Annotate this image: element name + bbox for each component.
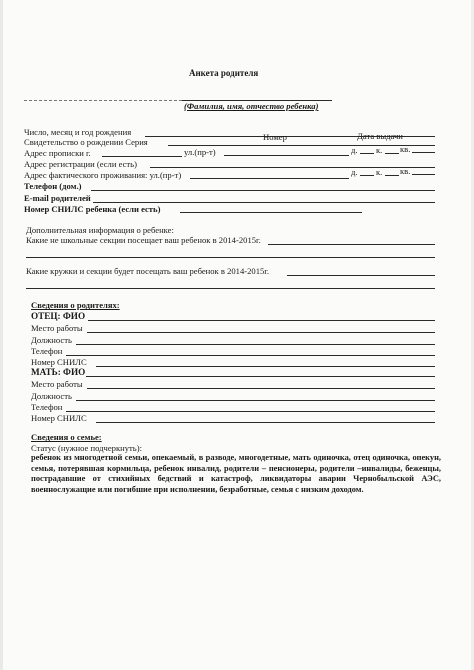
- father-position-field[interactable]: [76, 344, 435, 345]
- extra-answer-1b[interactable]: [26, 257, 435, 258]
- certificate-field[interactable]: [168, 145, 435, 146]
- city-field[interactable]: [102, 156, 182, 157]
- child-snils-field[interactable]: [180, 212, 362, 213]
- actual-address-label: Адрес фактического проживания: ул.(пр-т): [24, 170, 182, 180]
- mother-work-field[interactable]: [87, 388, 435, 389]
- mother-position-field[interactable]: [76, 400, 435, 401]
- registration-address-field[interactable]: [150, 167, 435, 168]
- mother-fio-label: МАТЬ: ФИО: [31, 367, 86, 377]
- child-fio-line[interactable]: [24, 100, 182, 101]
- actual-building-label: к.: [376, 167, 383, 177]
- status-intro: Статус (нужное подчеркнуть):: [31, 443, 142, 453]
- father-phone-label: Телефон: [31, 346, 63, 356]
- actual-flat-label: кв.: [400, 166, 411, 176]
- mother-phone-label: Телефон: [31, 402, 63, 412]
- extra-heading: Дополнительная информация о ребенке:: [26, 225, 174, 235]
- actual-house-label: д.: [351, 167, 358, 177]
- extra-answer-2b[interactable]: [26, 288, 435, 289]
- mother-fio-field[interactable]: [86, 376, 435, 377]
- scan-edge-left: [0, 0, 3, 670]
- father-snils-field[interactable]: [96, 366, 435, 367]
- house-label: д.: [351, 145, 358, 155]
- family-heading: Сведения о семье:: [31, 432, 102, 442]
- number-label: Номер: [263, 132, 287, 142]
- form-title: Анкета родителя: [189, 68, 259, 78]
- mother-snils-field[interactable]: [96, 422, 435, 423]
- home-phone-label: Телефон (дом.): [24, 181, 82, 191]
- mother-snils-label: Номер СНИЛС: [31, 413, 87, 423]
- actual-flat-field[interactable]: [412, 174, 435, 175]
- flat-field[interactable]: [412, 152, 435, 153]
- actual-building-field[interactable]: [385, 175, 399, 176]
- parents-heading: Сведения о родителях:: [31, 300, 120, 310]
- reg-address-label: Адрес прописки г.: [24, 148, 91, 158]
- mother-phone-field[interactable]: [66, 411, 435, 412]
- father-fio-label: ОТЕЦ: ФИО: [31, 311, 86, 321]
- actual-address-field[interactable]: [190, 178, 349, 179]
- home-phone-field[interactable]: [91, 190, 435, 191]
- registration-address-label: Адрес регистрации (если есть): [24, 159, 137, 169]
- extra-question-2: Какие кружки и секции будет посещать ваш ребенок в 2014-2015г.: [26, 266, 270, 276]
- extra-answer-2a[interactable]: [287, 275, 435, 276]
- actual-house-field[interactable]: [360, 175, 374, 176]
- mother-work-label: Место работы: [31, 379, 83, 389]
- email-label: E-mail родителей: [24, 193, 91, 203]
- child-snils-label: Номер СНИЛС ребенка (если есть): [24, 204, 161, 214]
- birth-date-label: Число, месяц и год рождения: [24, 127, 132, 137]
- extra-question-1: Какие не школьные секции посещает ваш ребенок в 2014-2015г.: [26, 235, 261, 245]
- flat-label: кв.: [400, 144, 411, 154]
- building-field[interactable]: [385, 153, 399, 154]
- father-fio-field[interactable]: [88, 320, 435, 321]
- email-field[interactable]: [93, 202, 435, 203]
- extra-answer-1a[interactable]: [268, 244, 435, 245]
- issue-date-label: Дата выдачи: [357, 131, 403, 141]
- child-fio-caption: (Фамилия, имя, отчество ребенка): [184, 101, 319, 111]
- street-label: ул.(пр-т): [184, 147, 216, 157]
- certificate-label: Свидетельство о рождении Серия: [24, 137, 148, 147]
- father-snils-label: Номер СНИЛС: [31, 357, 87, 367]
- status-options[interactable]: ребенок из многодетной семьи, опекаемый, в разводе, многодетные, мать одиночка, отец одиночка, опекун, семья, потерявшая кормильца, ребенок инвалид, родители – пенсионеры, родители –инвалиды, беженцы, пострадавшие от стихийных бедствий и катастроф, ликвидаторы аварии Чернобыльской АЭС, военнослужащие или погибшие при исполнении, безработные, семья с низким доходом.: [31, 453, 441, 494]
- father-work-field[interactable]: [87, 332, 435, 333]
- house-field[interactable]: [360, 153, 374, 154]
- building-label: к.: [376, 145, 383, 155]
- father-work-label: Место работы: [31, 323, 83, 333]
- mother-position-label: Должность: [31, 391, 72, 401]
- street-field[interactable]: [224, 155, 349, 156]
- father-position-label: Должность: [31, 335, 72, 345]
- father-phone-field[interactable]: [66, 355, 435, 356]
